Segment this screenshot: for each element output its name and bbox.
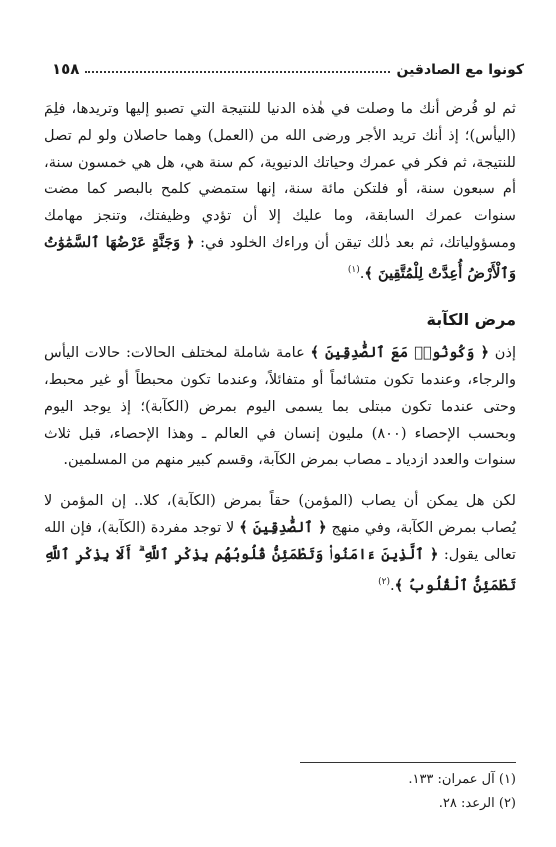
footnotes: [44, 768, 516, 816]
page-header: [52, 52, 524, 78]
paragraph-1-text: ثم لو فُرض أنك ما وصلت في هٰذه الدنيا للنتيجة التي تصبو إليها وتريدها، فلِمَ (اليأس)؛ إذ أنك تريد الأجر ورضى الله من (العمل) وهما حاصلان ولو لم تصل للنتيجة، ثم فكر في عمرك وحياتك الدنيوية، كم سنة هي، هل هي خمسون سنة، أم سبعون سنة، أو فلتكن مائة سنة، إنها ستمضي كلمح بالبصر كما مضت سنوات عمرك السابقة، وما عليك إلا أن تؤدي وظيفتك، وتنجز مهامك ومسؤولياتك، ثم بعد ذٰلك تيقن أن وراءك الخلود في:: [44, 100, 516, 251]
main-text: [44, 96, 516, 599]
quran-verse: ﴿ وَجَنَّةٍ عَرْضُهَا ٱلسَّمَٰوَٰتُ وَٱلْأَرْضُ أُعِدَّتْ لِلْمُتَّقِينَ ﴾: [44, 233, 516, 282]
running-title: كونوا مع الصادقين: [396, 62, 524, 78]
footnote-ref-1[interactable]: (١): [347, 264, 360, 275]
quran-verse: ﴿ وَكُونُوا۟ مَعَ ٱلصَّٰدِقِينَ ﴾: [310, 344, 490, 362]
footnote-2: (٢) الرعد: ٢٨.: [438, 796, 516, 811]
paragraph-3-text-2: لا توجد مفردة (الكآبة)، فإن الله تعالى يقول:: [44, 519, 516, 563]
paragraph-1: [44, 96, 516, 287]
footnote-1: (١) آل عمران: ١٣٣.: [408, 772, 516, 787]
header-dotted-leader: [85, 71, 390, 73]
paragraph-3-text: لكن هل يمكن أن يصاب (المؤمن) حقاً بمرض (الكآبة)، كلا.. إن المؤمن لا يُصاب بمرض الكآبة، وفي منهج: [44, 492, 517, 537]
paragraph-1-end: .: [359, 264, 365, 282]
paragraph-3-end: .: [390, 576, 395, 594]
paragraph-2: [44, 340, 516, 474]
paragraph-2-intro: إذن: [494, 344, 517, 362]
quran-verse: ﴿ ٱلَّذِينَ ءَامَنُوا۟ وَتَطْمَئِنُّ قُلُوبُهُم بِذِكْرِ ٱللَّهِ ۗ أَلَا بِذِكْرِ ٱللَّهِ تَطْمَئِنُّ ٱلْقُلُوبُ ﴾: [44, 545, 516, 594]
section-heading: مرض الكآبة: [426, 310, 516, 330]
paragraph-2-text: عامة شاملة لمختلف الحالات: حالات اليأس والرجاء، وعندما تكون متشائماً أو متفائلاً، وعندما تكون محبطاً أو غير محبط، وحتى عندما تكون مبتلى بما يسمى اليوم بمرض (الكآبة)؛ إذ يوجد اليوم وبحسب الإحصاء (٨٠٠) مليون إنسان في العالم ـ وهذا الإحصاء، قبل ثلاث سنوات والعدد ازدياد ـ مصاب بمرض الكآبة، وقسم كبير منهم من المسلمين.: [44, 344, 516, 469]
footnote-ref-2[interactable]: (٢): [378, 576, 391, 587]
footnote-divider: [300, 762, 516, 763]
paragraph-3: [44, 488, 516, 599]
page-number: ١٥٨: [52, 60, 80, 78]
quran-verse: ﴿ ٱلصَّٰدِقِينَ ﴾: [239, 519, 327, 537]
